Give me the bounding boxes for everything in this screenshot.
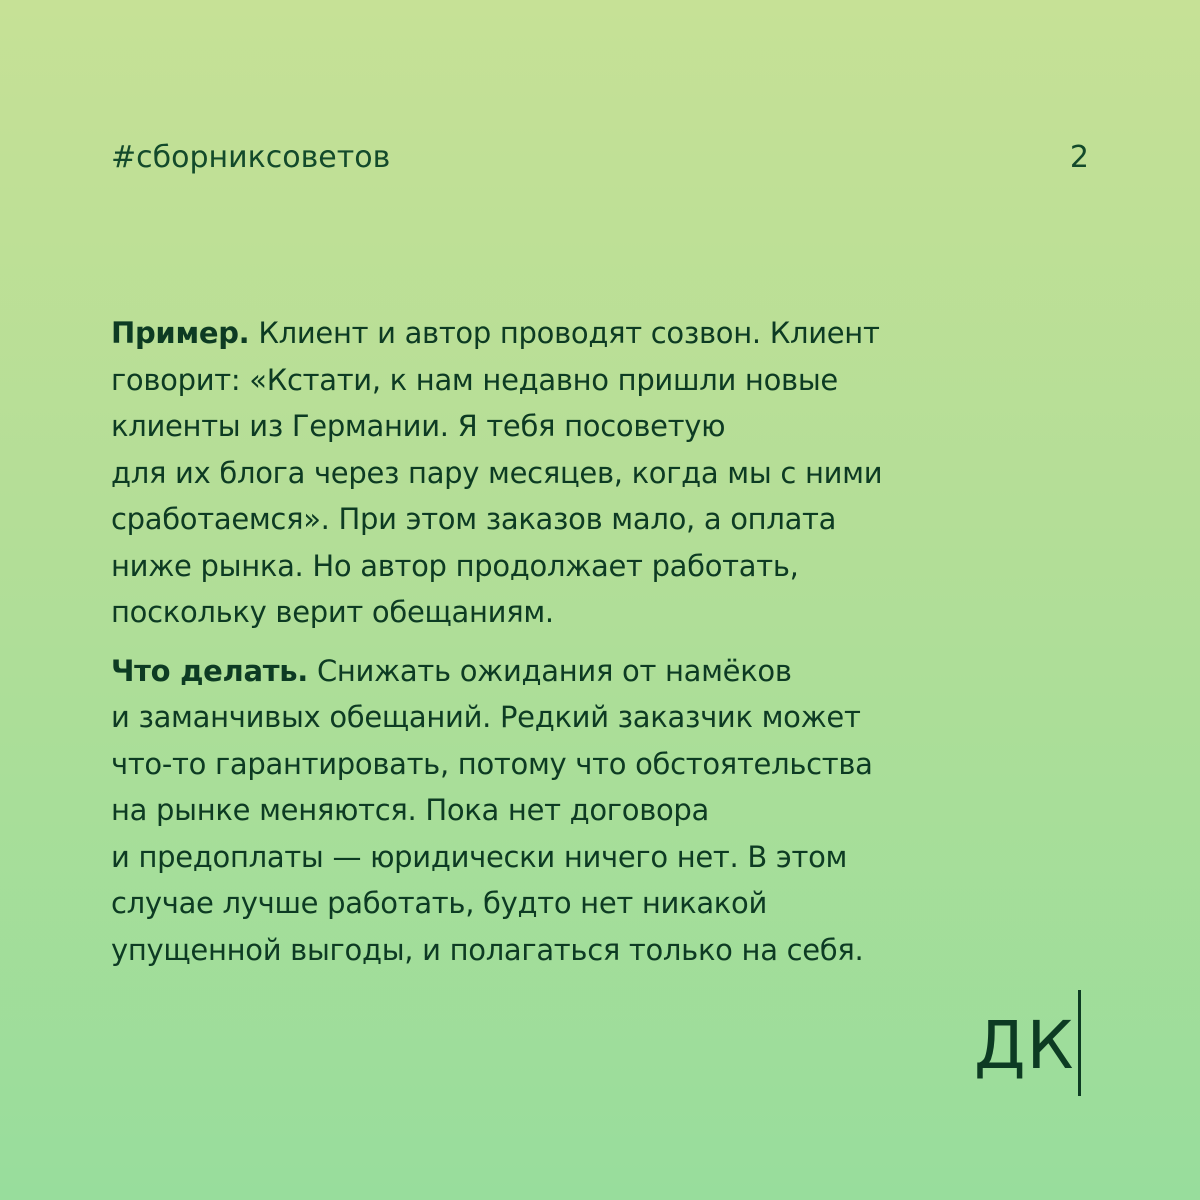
- paragraph-line: ниже рынка. Но автор продолжает работать,: [111, 548, 799, 583]
- paragraph-line: что-то гарантировать, потому что обстоятельства: [111, 746, 873, 781]
- logo-cursor-bar: [1078, 990, 1081, 1096]
- paragraph-line: сработаемся». При этом заказов мало, а оплата: [111, 502, 837, 536]
- paragraph-line: случае лучше работать, будто нет никакой: [111, 886, 767, 920]
- paragraph-line: поскольку верит обещаниям.: [111, 595, 554, 629]
- page-number: 2: [1069, 140, 1089, 175]
- paragraph-line: и предоплаты — юридически ничего нет. В этом: [111, 839, 848, 874]
- advice-lead: Что делать.: [111, 653, 309, 688]
- paragraph-line: Пример. Клиент и автор проводят созвон. Клиент: [111, 316, 880, 350]
- example-lead: Пример.: [111, 316, 250, 350]
- article-body: [111, 310, 971, 985]
- paragraph-line: говорит: «Кстати, к нам недавно пришли новые: [111, 362, 838, 397]
- paragraph-line: и заманчивых обещаний. Редкий заказчик может: [111, 700, 861, 734]
- paragraph-line: для их блога через пару месяцев, когда мы с ними: [111, 455, 883, 490]
- paragraph-line: упущенной выгоды, и полагаться только на себя.: [111, 932, 864, 967]
- advice-paragraph: [111, 648, 971, 974]
- paragraph-line: на рынке меняются. Пока нет договора: [111, 793, 710, 827]
- example-paragraph: [111, 310, 971, 636]
- hashtag-label: #сборниксоветов: [111, 140, 391, 175]
- paragraph-line: клиенты из Германии. Я тебя посоветую: [111, 409, 726, 443]
- paragraph-line: Что делать. Снижать ожидания от намёков: [111, 653, 792, 688]
- logo-text: ДК: [974, 1007, 1075, 1084]
- dk-logo: [974, 990, 1081, 1096]
